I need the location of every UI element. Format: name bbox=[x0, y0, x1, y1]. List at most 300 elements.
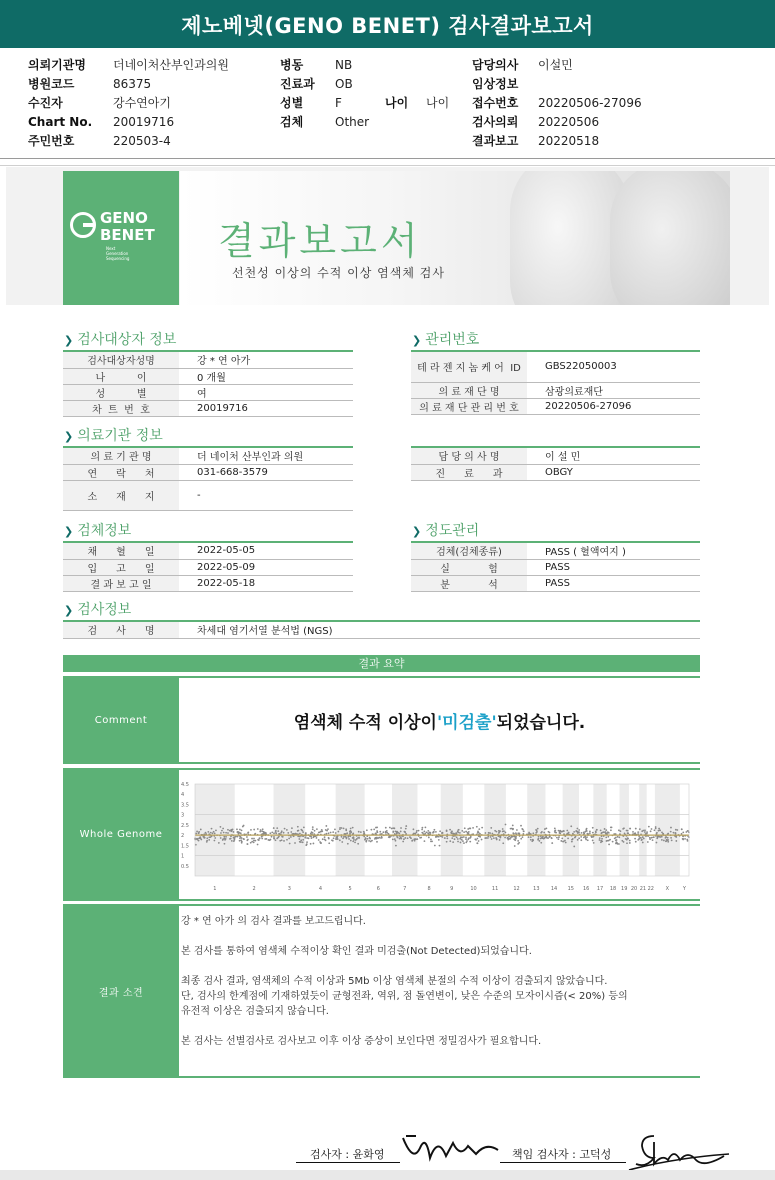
data-point bbox=[449, 840, 451, 842]
data-point bbox=[592, 840, 594, 842]
data-point bbox=[612, 841, 614, 843]
data-point bbox=[400, 831, 402, 833]
data-point bbox=[518, 842, 520, 844]
remarks-label: 결과 소견 bbox=[63, 906, 179, 1076]
data-point bbox=[365, 837, 367, 839]
data-point bbox=[634, 838, 636, 840]
data-point bbox=[290, 831, 292, 833]
x-tick-label: 6 bbox=[376, 886, 380, 892]
data-point bbox=[605, 837, 607, 839]
data-point bbox=[650, 830, 652, 832]
data-point bbox=[575, 836, 577, 838]
field-value: OBGY bbox=[527, 464, 700, 480]
data-point bbox=[310, 836, 312, 838]
data-point bbox=[520, 825, 522, 827]
data-point bbox=[236, 831, 238, 833]
data-point bbox=[469, 841, 471, 843]
data-point bbox=[297, 835, 299, 837]
data-point bbox=[566, 833, 568, 835]
remarks-text bbox=[181, 914, 631, 1064]
data-point bbox=[489, 832, 491, 834]
data-point bbox=[246, 836, 248, 838]
data-point bbox=[651, 837, 653, 839]
data-point bbox=[332, 840, 334, 842]
data-point bbox=[306, 837, 308, 839]
data-point bbox=[229, 830, 231, 832]
data-point bbox=[222, 828, 224, 830]
chromosome-band bbox=[273, 784, 305, 876]
field-label: 나 이 bbox=[63, 368, 179, 384]
data-point bbox=[395, 840, 397, 842]
data-point bbox=[353, 839, 355, 841]
responsible-signature bbox=[624, 1128, 734, 1173]
section-arrow-icon: ❯ bbox=[412, 525, 422, 538]
data-point bbox=[403, 838, 405, 840]
data-point bbox=[239, 829, 241, 831]
header-field bbox=[280, 113, 370, 131]
data-point bbox=[257, 828, 259, 830]
data-point bbox=[475, 839, 477, 841]
data-point bbox=[306, 841, 308, 843]
data-point bbox=[325, 833, 327, 835]
data-point bbox=[629, 842, 631, 844]
field-value: PASS bbox=[527, 559, 700, 575]
data-point bbox=[585, 837, 587, 839]
qc-table bbox=[411, 543, 700, 592]
header-field-key: 의뢰기관명 bbox=[28, 58, 86, 72]
data-point bbox=[238, 833, 240, 835]
data-point bbox=[376, 830, 378, 832]
data-point bbox=[641, 839, 643, 841]
data-point bbox=[507, 837, 509, 839]
management-table bbox=[411, 352, 700, 415]
data-point bbox=[213, 840, 215, 842]
data-point bbox=[469, 837, 471, 839]
data-point bbox=[299, 833, 301, 835]
data-point bbox=[684, 838, 686, 840]
data-point bbox=[273, 832, 275, 834]
data-point bbox=[508, 836, 510, 838]
header-field-key: 임상정보 bbox=[472, 77, 519, 91]
data-point bbox=[629, 828, 631, 830]
data-point bbox=[554, 830, 556, 832]
data-point bbox=[422, 832, 424, 834]
data-point bbox=[426, 831, 428, 833]
data-point bbox=[210, 836, 212, 838]
data-point bbox=[670, 827, 672, 829]
data-point bbox=[213, 831, 215, 833]
data-point bbox=[632, 831, 634, 833]
field-value: GBS22050003 bbox=[527, 352, 700, 382]
data-point bbox=[354, 842, 356, 844]
data-point bbox=[305, 832, 307, 834]
data-point bbox=[250, 842, 252, 844]
header-field-key: 병동 bbox=[280, 58, 304, 72]
doctor-table bbox=[411, 448, 700, 481]
data-point bbox=[195, 833, 197, 835]
table-row bbox=[411, 559, 700, 575]
data-point bbox=[462, 840, 464, 842]
y-tick-label: 3.5 bbox=[181, 802, 189, 809]
data-point bbox=[287, 832, 289, 834]
data-point bbox=[386, 832, 388, 834]
data-point bbox=[675, 832, 677, 834]
data-point bbox=[491, 838, 493, 840]
data-point bbox=[261, 830, 263, 832]
x-tick-label: 20 bbox=[630, 886, 638, 892]
data-point bbox=[682, 831, 684, 833]
data-point bbox=[320, 831, 322, 833]
data-point bbox=[478, 828, 480, 830]
data-point bbox=[652, 839, 654, 841]
data-point bbox=[316, 837, 318, 839]
data-point bbox=[505, 824, 507, 826]
data-point bbox=[667, 839, 669, 841]
field-label: 분 석 bbox=[411, 575, 527, 591]
data-point bbox=[610, 829, 612, 831]
data-point bbox=[233, 831, 235, 833]
data-point bbox=[428, 837, 430, 839]
data-point bbox=[640, 837, 642, 839]
data-point bbox=[302, 831, 304, 833]
x-tick-label: 13 bbox=[533, 886, 540, 892]
data-point bbox=[368, 840, 370, 842]
data-point bbox=[576, 828, 578, 830]
data-point bbox=[305, 844, 307, 846]
data-point bbox=[346, 837, 348, 839]
data-point bbox=[670, 831, 672, 833]
comment-text: 염색체 수적 이상이 '미검출' 되었습니다. bbox=[293, 712, 586, 733]
data-point bbox=[206, 837, 208, 839]
table-row bbox=[63, 559, 353, 575]
data-point bbox=[242, 826, 244, 828]
data-point bbox=[618, 829, 620, 831]
data-point bbox=[220, 837, 222, 839]
data-point bbox=[280, 832, 282, 834]
section-subject-title: ❯ 검사대상자 정보 bbox=[64, 332, 177, 348]
test-info-table bbox=[63, 622, 700, 639]
data-point bbox=[592, 827, 594, 829]
data-point bbox=[656, 842, 658, 844]
data-point bbox=[596, 829, 598, 831]
data-point bbox=[653, 836, 655, 838]
banner-title: 결과보고서 bbox=[218, 219, 422, 263]
data-point bbox=[446, 837, 448, 839]
data-point bbox=[554, 827, 556, 829]
data-point bbox=[441, 832, 443, 834]
header-field bbox=[28, 113, 175, 131]
data-point bbox=[224, 843, 226, 845]
data-point bbox=[560, 830, 562, 832]
data-point bbox=[363, 831, 365, 833]
data-point bbox=[644, 831, 646, 833]
x-tick-label: 21 bbox=[639, 886, 647, 892]
data-point bbox=[676, 829, 678, 831]
data-point bbox=[570, 825, 572, 827]
data-point bbox=[319, 841, 321, 843]
data-point bbox=[299, 841, 301, 843]
data-point bbox=[651, 828, 653, 830]
data-point bbox=[498, 830, 500, 832]
data-point bbox=[396, 831, 398, 833]
data-point bbox=[349, 831, 351, 833]
data-point bbox=[451, 830, 453, 832]
data-point bbox=[600, 829, 602, 831]
section-test-title: ❯ 검사정보 bbox=[64, 602, 132, 618]
data-point bbox=[604, 828, 606, 830]
data-point bbox=[425, 826, 427, 828]
data-point bbox=[342, 838, 344, 840]
data-point bbox=[567, 838, 569, 840]
header-divider bbox=[0, 158, 775, 159]
table-row bbox=[63, 575, 353, 591]
data-point bbox=[458, 829, 460, 831]
field-label: 채 혈 일 bbox=[63, 543, 179, 559]
header-field bbox=[280, 56, 353, 74]
field-label: 검체(검체종류) bbox=[411, 543, 527, 559]
data-point bbox=[435, 831, 437, 833]
data-point bbox=[413, 828, 415, 830]
data-point bbox=[503, 830, 505, 832]
data-point bbox=[634, 832, 636, 834]
header-field-value: NB bbox=[335, 58, 353, 72]
data-point bbox=[339, 828, 341, 830]
header-field-key: 담당의사 bbox=[472, 58, 519, 72]
data-point bbox=[311, 837, 313, 839]
data-point bbox=[635, 841, 637, 843]
data-point bbox=[303, 826, 305, 828]
field-value: 0 개월 bbox=[179, 368, 353, 384]
data-point bbox=[382, 831, 384, 833]
field-label: 연 락 처 bbox=[63, 464, 179, 480]
data-point bbox=[310, 843, 312, 845]
data-point bbox=[259, 831, 261, 833]
data-point bbox=[601, 838, 603, 840]
data-point bbox=[484, 832, 486, 834]
subject-info-table bbox=[63, 352, 353, 417]
data-point bbox=[318, 832, 320, 834]
data-point bbox=[269, 832, 271, 834]
header-field-value: 220503-4 bbox=[113, 134, 171, 148]
data-point bbox=[295, 833, 297, 835]
field-value: 이 설 민 bbox=[527, 448, 700, 464]
data-point bbox=[200, 838, 202, 840]
data-point bbox=[258, 839, 260, 841]
section-specimen-title: ❯ 검체정보 bbox=[64, 523, 132, 539]
data-point bbox=[214, 832, 216, 834]
data-point bbox=[376, 841, 378, 843]
comment-label: Comment bbox=[63, 678, 179, 762]
data-point bbox=[583, 837, 585, 839]
header-field bbox=[28, 132, 171, 150]
data-point bbox=[325, 839, 327, 841]
data-point bbox=[658, 828, 660, 830]
data-point bbox=[578, 837, 580, 839]
data-point bbox=[222, 838, 224, 840]
data-point bbox=[637, 839, 639, 841]
data-point bbox=[665, 840, 667, 842]
x-tick-label: 11 bbox=[491, 886, 499, 892]
header-field bbox=[280, 75, 353, 93]
data-point bbox=[670, 837, 672, 839]
data-point bbox=[247, 832, 249, 834]
header-field bbox=[472, 132, 600, 150]
data-point bbox=[472, 827, 474, 829]
data-point bbox=[241, 837, 243, 839]
data-point bbox=[537, 839, 539, 841]
data-point bbox=[215, 829, 217, 831]
table-row bbox=[63, 448, 353, 464]
field-value: 더 네이처 산부인과 의원 bbox=[179, 448, 353, 464]
data-point bbox=[682, 838, 684, 840]
data-point bbox=[402, 835, 404, 837]
data-point bbox=[322, 838, 324, 840]
data-point bbox=[236, 828, 238, 830]
data-point bbox=[578, 829, 580, 831]
data-point bbox=[247, 839, 249, 841]
data-point bbox=[491, 833, 493, 835]
data-point bbox=[455, 832, 457, 834]
footer-bar bbox=[0, 1170, 775, 1180]
x-tick-label: 4 bbox=[318, 886, 323, 892]
data-point bbox=[513, 838, 515, 840]
data-point bbox=[599, 839, 601, 841]
data-point bbox=[302, 841, 304, 843]
data-point bbox=[207, 831, 209, 833]
y-tick-label: 4 bbox=[181, 792, 185, 799]
tester-name: 검사자 : 윤화영 bbox=[310, 1148, 385, 1161]
data-point bbox=[421, 827, 423, 829]
data-point bbox=[464, 827, 466, 829]
data-point bbox=[642, 830, 644, 832]
data-point bbox=[463, 836, 465, 838]
data-point bbox=[254, 833, 256, 835]
data-point bbox=[197, 839, 199, 841]
data-point bbox=[271, 836, 273, 838]
data-point bbox=[225, 832, 227, 834]
data-point bbox=[240, 839, 242, 841]
header-field-key: 접수번호 bbox=[472, 96, 519, 110]
data-point bbox=[600, 832, 602, 834]
data-point bbox=[365, 841, 367, 843]
data-point bbox=[446, 841, 448, 843]
x-tick-label: 3 bbox=[287, 886, 291, 892]
data-point bbox=[400, 827, 402, 829]
data-point bbox=[360, 831, 362, 833]
data-point bbox=[517, 840, 519, 842]
data-point bbox=[561, 837, 563, 839]
header-field bbox=[472, 75, 518, 93]
data-point bbox=[395, 845, 397, 847]
data-point bbox=[465, 836, 467, 838]
data-point bbox=[607, 836, 609, 838]
data-point bbox=[430, 832, 432, 834]
data-point bbox=[353, 837, 355, 839]
data-point bbox=[605, 829, 607, 831]
data-point bbox=[520, 838, 522, 840]
remark-line: 본 검사를 통하여 염색체 수적이상 확인 결과 미검출(Not Detected)되었습니다. bbox=[181, 946, 532, 957]
data-point bbox=[330, 832, 332, 834]
data-point bbox=[367, 838, 369, 840]
data-point bbox=[236, 836, 238, 838]
whole-genome-chart bbox=[179, 776, 694, 896]
data-point bbox=[617, 843, 619, 845]
data-point bbox=[476, 826, 478, 828]
data-point bbox=[276, 838, 278, 840]
data-point bbox=[454, 838, 456, 840]
section-arrow-icon: ❯ bbox=[64, 430, 74, 443]
data-point bbox=[481, 827, 483, 829]
x-tick-label: 22 bbox=[647, 886, 654, 892]
data-point bbox=[211, 828, 213, 830]
data-point bbox=[654, 829, 656, 831]
header-field-value: OB bbox=[335, 77, 353, 91]
data-point bbox=[647, 841, 649, 843]
data-point bbox=[581, 832, 583, 834]
x-tick-label: 19 bbox=[621, 886, 628, 892]
data-point bbox=[312, 826, 314, 828]
data-point bbox=[259, 837, 261, 839]
field-value: PASS ( 혈액여지 ) bbox=[527, 543, 700, 559]
x-tick-label: 12 bbox=[513, 886, 520, 892]
data-point bbox=[621, 840, 623, 842]
table-row bbox=[63, 464, 353, 480]
table-row bbox=[411, 464, 700, 480]
field-label: 의 료 재 단 명 bbox=[411, 382, 527, 398]
data-point bbox=[490, 827, 492, 829]
data-point bbox=[392, 838, 394, 840]
data-point bbox=[297, 830, 299, 832]
data-point bbox=[620, 830, 622, 832]
data-point bbox=[288, 837, 290, 839]
data-point bbox=[675, 840, 677, 842]
data-point bbox=[294, 842, 296, 844]
data-point bbox=[263, 832, 265, 834]
data-point bbox=[227, 832, 229, 834]
header-field bbox=[280, 94, 342, 112]
data-point bbox=[230, 829, 232, 831]
data-point bbox=[369, 837, 371, 839]
data-point bbox=[223, 832, 225, 834]
banner-subtitle: 선천성 이상의 수적 이상 염색체 검사 bbox=[232, 266, 445, 280]
data-point bbox=[540, 842, 542, 844]
data-point bbox=[565, 842, 567, 844]
data-point bbox=[512, 825, 514, 827]
data-point bbox=[451, 837, 453, 839]
header-divider-2 bbox=[0, 165, 775, 166]
data-point bbox=[551, 837, 553, 839]
data-point bbox=[646, 833, 648, 835]
report-title: 제노베넷(GENO BENET) 검사결과보고서 bbox=[0, 0, 775, 48]
data-point bbox=[389, 827, 391, 829]
data-point bbox=[220, 826, 222, 828]
section-arrow-icon: ❯ bbox=[64, 525, 74, 538]
data-point bbox=[265, 838, 267, 840]
specimen-table bbox=[63, 543, 353, 592]
data-point bbox=[658, 836, 660, 838]
section-institution-title: ❯ 의료기관 정보 bbox=[64, 428, 163, 444]
data-point bbox=[341, 841, 343, 843]
x-tick-label: X bbox=[665, 886, 670, 892]
data-point bbox=[587, 839, 589, 841]
data-point bbox=[593, 842, 595, 844]
data-point bbox=[325, 825, 327, 827]
data-point bbox=[370, 829, 372, 831]
data-point bbox=[648, 826, 650, 828]
data-point bbox=[591, 836, 593, 838]
data-point bbox=[571, 841, 573, 843]
header-field-value: 이설민 bbox=[538, 58, 573, 72]
